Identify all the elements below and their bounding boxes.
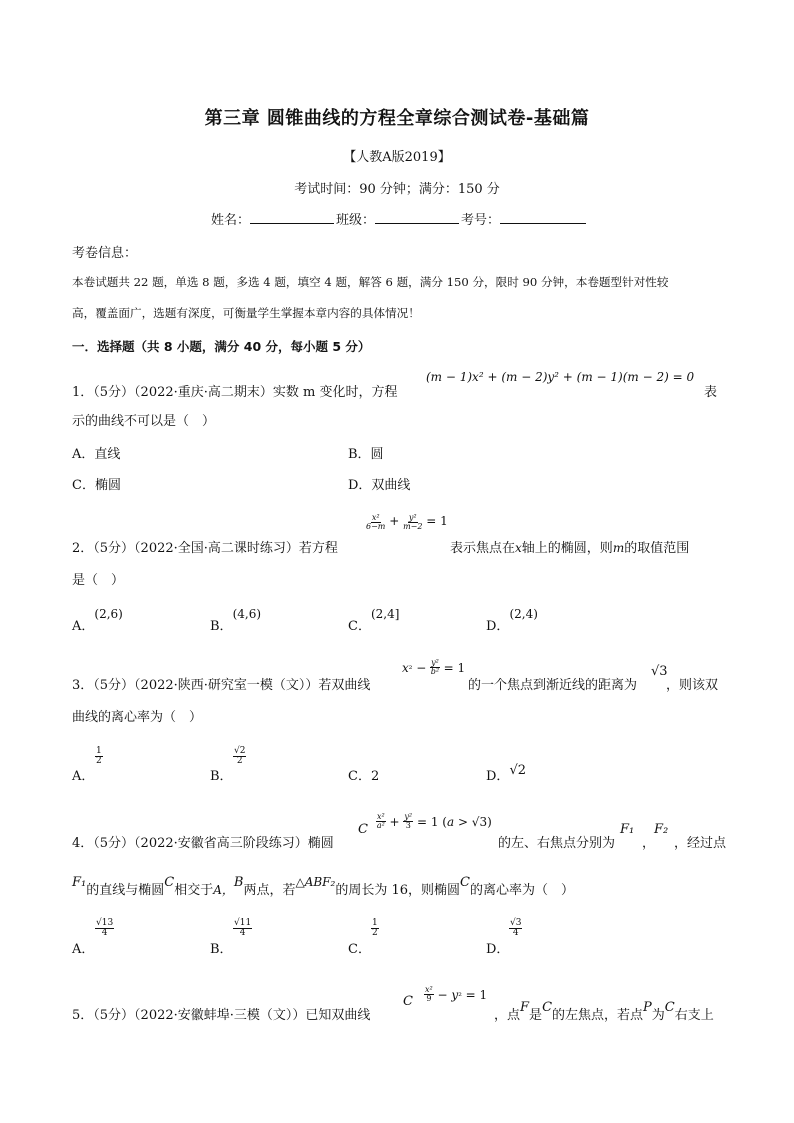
edition-label: 【人教A版2019】 bbox=[343, 150, 451, 165]
q3-dist: √3 bbox=[651, 664, 668, 679]
q5-prefix: 5．（5分）（2022·安徽蚌埠·三模（文））已知双曲线 bbox=[72, 1008, 371, 1023]
q2-option-c[interactable]: C．(2,4] bbox=[348, 607, 400, 634]
info-line-1: 本卷试题共 22 题，单选 8 题，多选 4 题，填空 4 题，解答 6 题，满分 150 分，限时 90 分钟，本卷题型针对性较 bbox=[72, 275, 669, 289]
q1-line2: 示的曲线不可以是（ ） bbox=[72, 414, 216, 429]
q1-stem bbox=[72, 381, 397, 400]
q2-option-b[interactable]: B．(4,6) bbox=[210, 607, 262, 634]
q1-option-a[interactable]: A．直线 bbox=[72, 447, 121, 462]
q5-curve: C bbox=[403, 994, 413, 1009]
q2-value-a: (2,6) bbox=[94, 607, 123, 621]
q1-option-c[interactable]: C．椭圆 bbox=[72, 478, 121, 493]
info-line-2: 高，覆盖面广，选题有深度，可衡量学生掌握本章内容的具体情况！ bbox=[72, 306, 420, 320]
q3-value-b: $\frac{√2}{2}$ bbox=[234, 746, 246, 766]
q4-prefix: 4．（5分）（2022·安徽省高三阶段练习）椭圆 bbox=[72, 836, 334, 851]
q4-line2: F₁的直线与椭圆C相交于A，B两点，若△ABF₂的周长为 16，则椭圆C的离心率为（ ） bbox=[72, 875, 574, 898]
class-blank[interactable] bbox=[375, 211, 459, 224]
q2-var-x: x bbox=[515, 541, 522, 555]
q3-value-a: $\frac{1}{2}$ bbox=[96, 746, 102, 766]
q3-option-a[interactable]: A． bbox=[72, 769, 95, 784]
q2-line2: 是（ ） bbox=[72, 573, 125, 588]
q2-formula: $\frac{\text{x²}}{6-m}$ + $\frac{\text{y²}}{m-2}$ = 1 bbox=[366, 513, 448, 531]
class-label: 班级： bbox=[336, 213, 376, 228]
q1-suffix: 表 bbox=[704, 385, 718, 400]
q3-option-b[interactable]: B． bbox=[210, 769, 233, 784]
q1-formula: (m − 1)x² + (m − 2)y² + (m − 1)(m − 2) = 0 bbox=[426, 370, 695, 384]
page-title: 第三章 圆锥曲线的方程全章综合测试卷-基础篇 bbox=[204, 108, 590, 129]
section-heading: 一．选择题（共 8 小题，满分 40 分，每小题 5 分） bbox=[72, 339, 371, 354]
q4-option-d[interactable]: D． bbox=[486, 942, 510, 957]
q2-var-m: m bbox=[612, 541, 625, 555]
q4-suffix: ，经过点 bbox=[674, 836, 727, 851]
q4-f1: F₁ bbox=[620, 822, 635, 837]
q3-formula: x² − $\frac{\text{y²}}{\text{b²}}$ = 1 bbox=[402, 658, 466, 676]
id-label: 考号： bbox=[461, 213, 501, 228]
q2-stem-rest bbox=[450, 537, 689, 556]
q3-value-d: √2 bbox=[509, 763, 526, 778]
q4-formula: $\frac{\text{x²}}{\text{a²}}$ + $\frac{\text{y²}}{3}$ = 1 (a > √3) bbox=[376, 812, 492, 830]
q5-rest: ，点F是C的左焦点，若点P为C右支上 bbox=[494, 1000, 714, 1023]
q1-prefix: 1．（5分）（2022·重庆·高二期末）实数 m 变化时，方程 bbox=[72, 385, 398, 400]
q2-option-a[interactable]: A．(2,6) bbox=[72, 607, 123, 634]
q2-value-b: (4,6) bbox=[232, 607, 262, 621]
q2-value-c: (2,4] bbox=[370, 607, 400, 621]
q1-option-d[interactable]: D．双曲线 bbox=[348, 478, 411, 493]
student-fields bbox=[211, 209, 588, 228]
name-blank[interactable] bbox=[250, 211, 334, 224]
id-blank[interactable] bbox=[500, 211, 586, 224]
q4-value-d: $\frac{√3}{4}$ bbox=[510, 918, 522, 938]
info-heading: 考卷信息： bbox=[72, 246, 138, 261]
q4-value-a: $\frac{√13}{4}$ bbox=[96, 918, 114, 938]
q4-option-c[interactable]: C． bbox=[348, 942, 371, 957]
q4-option-a[interactable]: A． bbox=[72, 942, 95, 957]
q2-prefix: 2．（5分）（2022·全国·高二课时练习）若方程 bbox=[72, 541, 338, 556]
q2-text-b: 轴上的椭圆，则 bbox=[521, 541, 613, 556]
q4-f2: F₂ bbox=[654, 822, 669, 837]
q3-line2: 曲线的离心率为（ ） bbox=[72, 710, 203, 725]
q2-text-a: 表示焦点在 bbox=[450, 541, 516, 556]
exam-info: 考试时间：90 分钟；满分：150 分 bbox=[294, 182, 500, 197]
q2-option-d[interactable]: D．(2,4) bbox=[486, 607, 538, 634]
q3-prefix: 3．（5分）（2022·陕西·研究室一模（文））若双曲线 bbox=[72, 678, 371, 693]
q4-value-b: $\frac{√11}{4}$ bbox=[234, 918, 252, 938]
q3-option-d[interactable]: D．√2 bbox=[486, 763, 526, 784]
q3-suffix: ，则该双 bbox=[666, 678, 719, 693]
q4-comma: ， bbox=[642, 836, 656, 851]
q3-mid: 的一个焦点到渐近线的距离为 bbox=[468, 678, 638, 693]
q1-option-b[interactable]: B．圆 bbox=[348, 447, 384, 462]
q2-value-d: (2,4) bbox=[509, 607, 538, 621]
q4-curve: C bbox=[358, 822, 368, 837]
q3-option-c[interactable]: C．2 bbox=[348, 769, 380, 784]
name-label: 姓名： bbox=[211, 213, 251, 228]
q4-option-b[interactable]: B． bbox=[210, 942, 233, 957]
q3-value-c: 2 bbox=[370, 769, 380, 784]
q2-text-c: 的取值范围 bbox=[624, 541, 690, 556]
q4-value-c: $\frac{1}{2}$ bbox=[372, 918, 378, 938]
q5-formula: $\frac{\text{x²}}{9}$ − y² = 1 bbox=[425, 985, 488, 1003]
q4-mid: 的左、右焦点分别为 bbox=[498, 836, 616, 851]
